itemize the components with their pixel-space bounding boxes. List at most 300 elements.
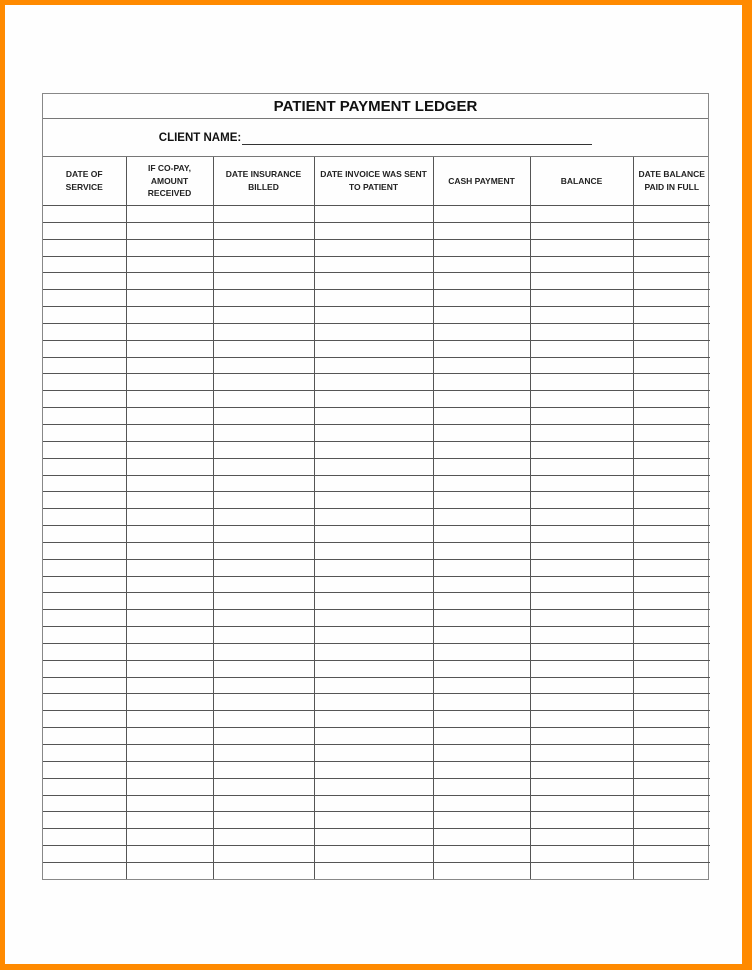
table-cell[interactable] [126, 323, 213, 340]
table-cell[interactable] [43, 340, 126, 357]
table-cell[interactable] [43, 391, 126, 408]
table-cell[interactable] [433, 206, 530, 223]
table-cell[interactable] [633, 256, 710, 273]
table-cell[interactable] [43, 694, 126, 711]
table-cell[interactable] [314, 239, 433, 256]
table-cell[interactable] [530, 761, 633, 778]
table-cell[interactable] [126, 542, 213, 559]
table-cell[interactable] [530, 745, 633, 762]
table-cell[interactable] [314, 829, 433, 846]
table-cell[interactable] [530, 526, 633, 543]
table-cell[interactable] [126, 307, 213, 324]
table-cell[interactable] [126, 559, 213, 576]
table-cell[interactable] [433, 492, 530, 509]
table-cell[interactable] [433, 441, 530, 458]
table-cell[interactable] [530, 206, 633, 223]
table-cell[interactable] [633, 222, 710, 239]
table-cell[interactable] [213, 660, 314, 677]
table-cell[interactable] [633, 829, 710, 846]
table-row [43, 357, 710, 374]
table-cell[interactable] [213, 458, 314, 475]
table-cell[interactable] [126, 812, 213, 829]
table-cell[interactable] [213, 357, 314, 374]
table-cell[interactable] [530, 711, 633, 728]
table-cell[interactable] [433, 475, 530, 492]
table-cell[interactable] [633, 627, 710, 644]
table-cell[interactable] [530, 307, 633, 324]
table-cell[interactable] [433, 846, 530, 863]
table-cell[interactable] [126, 256, 213, 273]
table-cell[interactable] [530, 829, 633, 846]
table-cell[interactable] [633, 643, 710, 660]
table-cell[interactable] [126, 610, 213, 627]
table-cell[interactable] [213, 206, 314, 223]
table-cell[interactable] [126, 761, 213, 778]
table-cell[interactable] [43, 542, 126, 559]
table-cell[interactable] [314, 290, 433, 307]
table-cell[interactable] [433, 273, 530, 290]
table-cell[interactable] [633, 593, 710, 610]
table-cell[interactable] [43, 593, 126, 610]
table-row [43, 424, 710, 441]
table-cell[interactable] [433, 424, 530, 441]
table-cell[interactable] [213, 559, 314, 576]
table-cell[interactable] [633, 273, 710, 290]
table-cell[interactable] [43, 576, 126, 593]
table-cell[interactable] [126, 660, 213, 677]
table-cell[interactable] [314, 458, 433, 475]
table-cell[interactable] [433, 694, 530, 711]
table-cell[interactable] [633, 694, 710, 711]
table-cell[interactable] [43, 307, 126, 324]
table-cell[interactable] [633, 340, 710, 357]
table-cell[interactable] [213, 795, 314, 812]
table-cell[interactable] [314, 206, 433, 223]
table-cell[interactable] [633, 526, 710, 543]
table-row [43, 846, 710, 863]
table-cell[interactable] [126, 593, 213, 610]
table-cell[interactable] [633, 862, 710, 878]
table-cell[interactable] [633, 610, 710, 627]
table-cell[interactable] [43, 526, 126, 543]
table-cell[interactable] [126, 576, 213, 593]
table-cell[interactable] [126, 745, 213, 762]
table-cell[interactable] [213, 391, 314, 408]
table-cell[interactable] [43, 627, 126, 644]
table-cell[interactable] [43, 862, 126, 878]
table-cell[interactable] [43, 290, 126, 307]
table-cell[interactable] [633, 812, 710, 829]
table-cell[interactable] [213, 424, 314, 441]
table-row [43, 256, 710, 273]
table-cell[interactable] [213, 677, 314, 694]
table-cell[interactable] [126, 677, 213, 694]
table-cell[interactable] [43, 728, 126, 745]
table-cell[interactable] [213, 492, 314, 509]
table-cell[interactable] [530, 795, 633, 812]
table-cell[interactable] [314, 340, 433, 357]
table-cell[interactable] [126, 408, 213, 425]
table-cell[interactable] [126, 643, 213, 660]
table-cell[interactable] [633, 458, 710, 475]
table-cell[interactable] [633, 795, 710, 812]
table-cell[interactable] [530, 542, 633, 559]
table-cell[interactable] [213, 761, 314, 778]
table-cell[interactable] [530, 862, 633, 878]
table-cell[interactable] [530, 273, 633, 290]
table-cell[interactable] [213, 862, 314, 878]
table-cell[interactable] [433, 711, 530, 728]
table-cell[interactable] [433, 408, 530, 425]
table-cell[interactable] [213, 778, 314, 795]
table-cell[interactable] [433, 357, 530, 374]
table-cell[interactable] [633, 745, 710, 762]
table-cell[interactable] [633, 357, 710, 374]
table-cell[interactable] [433, 745, 530, 762]
table-cell[interactable] [314, 441, 433, 458]
table-cell[interactable] [43, 239, 126, 256]
table-cell[interactable] [126, 357, 213, 374]
table-cell[interactable] [43, 408, 126, 425]
table-cell[interactable] [43, 846, 126, 863]
table-cell[interactable] [433, 256, 530, 273]
ledger-rows [43, 206, 710, 879]
table-cell[interactable] [530, 408, 633, 425]
table-cell[interactable] [213, 829, 314, 846]
table-cell[interactable] [126, 526, 213, 543]
table-cell[interactable] [530, 256, 633, 273]
table-cell[interactable] [530, 660, 633, 677]
table-cell[interactable] [314, 542, 433, 559]
table-cell[interactable] [126, 206, 213, 223]
table-cell[interactable] [43, 829, 126, 846]
table-cell[interactable] [213, 593, 314, 610]
table-cell[interactable] [433, 728, 530, 745]
table-cell[interactable] [314, 509, 433, 526]
table-cell[interactable] [126, 694, 213, 711]
table-cell[interactable] [213, 610, 314, 627]
table-cell[interactable] [633, 290, 710, 307]
table-cell[interactable] [314, 374, 433, 391]
table-cell[interactable] [530, 458, 633, 475]
table-cell[interactable] [633, 846, 710, 863]
table-cell[interactable] [314, 475, 433, 492]
table-cell[interactable] [126, 627, 213, 644]
table-cell[interactable] [433, 458, 530, 475]
client-name-field[interactable] [242, 130, 592, 145]
table-cell[interactable] [43, 812, 126, 829]
table-cell[interactable] [43, 711, 126, 728]
table-cell[interactable] [633, 475, 710, 492]
table-cell[interactable] [530, 340, 633, 357]
table-row [43, 273, 710, 290]
table-cell[interactable] [126, 441, 213, 458]
table-cell[interactable] [43, 424, 126, 441]
table-cell[interactable] [633, 408, 710, 425]
table-cell[interactable] [126, 509, 213, 526]
table-cell[interactable] [213, 408, 314, 425]
table-cell[interactable] [314, 677, 433, 694]
table-cell[interactable] [126, 222, 213, 239]
table-cell[interactable] [213, 627, 314, 644]
table-row [43, 711, 710, 728]
table-cell[interactable] [213, 812, 314, 829]
table-cell[interactable] [530, 424, 633, 441]
table-cell[interactable] [633, 778, 710, 795]
table-cell[interactable] [530, 627, 633, 644]
table-cell[interactable] [530, 559, 633, 576]
table-cell[interactable] [530, 492, 633, 509]
table-cell[interactable] [213, 374, 314, 391]
table-cell[interactable] [314, 660, 433, 677]
table-cell[interactable] [314, 526, 433, 543]
table-cell[interactable] [314, 795, 433, 812]
table-row [43, 307, 710, 324]
table-cell[interactable] [43, 357, 126, 374]
table-cell[interactable] [530, 374, 633, 391]
table-cell[interactable] [314, 593, 433, 610]
table-cell[interactable] [314, 745, 433, 762]
table-cell[interactable] [43, 374, 126, 391]
table-cell[interactable] [43, 660, 126, 677]
table-cell[interactable] [126, 475, 213, 492]
table-cell[interactable] [633, 761, 710, 778]
table-cell[interactable] [530, 323, 633, 340]
table-cell[interactable] [314, 728, 433, 745]
table-cell[interactable] [43, 610, 126, 627]
table-cell[interactable] [633, 728, 710, 745]
table-cell[interactable] [314, 492, 433, 509]
table-cell[interactable] [213, 542, 314, 559]
table-cell[interactable] [433, 795, 530, 812]
table-cell[interactable] [213, 509, 314, 526]
table-cell[interactable] [433, 862, 530, 878]
table-cell[interactable] [43, 778, 126, 795]
table-row [43, 862, 710, 878]
table-cell[interactable] [314, 778, 433, 795]
table-cell[interactable] [530, 643, 633, 660]
table-cell[interactable] [433, 290, 530, 307]
table-cell[interactable] [213, 846, 314, 863]
table-cell[interactable] [43, 441, 126, 458]
table-cell[interactable] [314, 610, 433, 627]
table-row [43, 458, 710, 475]
table-cell[interactable] [314, 559, 433, 576]
table-cell[interactable] [43, 492, 126, 509]
table-cell[interactable] [126, 340, 213, 357]
table-cell[interactable] [213, 273, 314, 290]
table-cell[interactable] [433, 391, 530, 408]
table-cell[interactable] [433, 239, 530, 256]
header-row [43, 157, 710, 206]
table-cell[interactable] [433, 526, 530, 543]
table-cell[interactable] [213, 256, 314, 273]
table-cell[interactable] [213, 475, 314, 492]
table-cell[interactable] [530, 610, 633, 627]
table-cell[interactable] [126, 862, 213, 878]
table-cell[interactable] [314, 323, 433, 340]
table-cell[interactable] [314, 694, 433, 711]
table-cell[interactable] [433, 643, 530, 660]
table-cell[interactable] [213, 728, 314, 745]
table-cell[interactable] [126, 728, 213, 745]
table-cell[interactable] [633, 542, 710, 559]
table-row [43, 660, 710, 677]
table-cell[interactable] [433, 761, 530, 778]
table-cell[interactable] [126, 273, 213, 290]
table-cell[interactable] [433, 576, 530, 593]
table-cell[interactable] [530, 576, 633, 593]
table-cell[interactable] [43, 273, 126, 290]
table-cell[interactable] [126, 391, 213, 408]
table-cell[interactable] [43, 677, 126, 694]
table-cell[interactable] [43, 206, 126, 223]
table-cell[interactable] [126, 424, 213, 441]
table-cell[interactable] [633, 509, 710, 526]
table-cell[interactable] [43, 745, 126, 762]
table-cell[interactable] [314, 711, 433, 728]
table-cell[interactable] [213, 694, 314, 711]
table-cell[interactable] [314, 391, 433, 408]
table-cell[interactable] [126, 492, 213, 509]
table-cell[interactable] [530, 846, 633, 863]
table-cell[interactable] [314, 862, 433, 878]
table-cell[interactable] [633, 239, 710, 256]
table-cell[interactable] [314, 627, 433, 644]
table-cell[interactable] [126, 846, 213, 863]
table-cell[interactable] [314, 307, 433, 324]
table-cell[interactable] [213, 526, 314, 543]
table-cell[interactable] [213, 576, 314, 593]
table-cell[interactable] [213, 222, 314, 239]
table-cell[interactable] [43, 475, 126, 492]
table-cell[interactable] [213, 745, 314, 762]
table-cell[interactable] [433, 660, 530, 677]
table-cell[interactable] [314, 357, 433, 374]
table-cell[interactable] [43, 458, 126, 475]
table-cell[interactable] [314, 812, 433, 829]
table-cell[interactable] [43, 256, 126, 273]
table-cell[interactable] [433, 593, 530, 610]
table-cell[interactable] [433, 829, 530, 846]
table-cell[interactable] [633, 660, 710, 677]
table-cell[interactable] [126, 239, 213, 256]
table-cell[interactable] [43, 323, 126, 340]
table-cell[interactable] [126, 290, 213, 307]
table-cell[interactable] [43, 795, 126, 812]
table-cell[interactable] [433, 542, 530, 559]
table-row [43, 593, 710, 610]
table-cell[interactable] [433, 677, 530, 694]
table-cell[interactable] [126, 374, 213, 391]
table-cell[interactable] [633, 323, 710, 340]
table-cell[interactable] [43, 643, 126, 660]
table-cell[interactable] [433, 222, 530, 239]
table-cell[interactable] [213, 643, 314, 660]
table-cell[interactable] [433, 559, 530, 576]
table-cell[interactable] [633, 391, 710, 408]
table-cell[interactable] [633, 492, 710, 509]
table-cell[interactable] [433, 812, 530, 829]
table-cell[interactable] [530, 239, 633, 256]
table-cell[interactable] [213, 323, 314, 340]
table-cell[interactable] [530, 728, 633, 745]
table-cell[interactable] [126, 711, 213, 728]
table-cell[interactable] [213, 441, 314, 458]
table-cell[interactable] [314, 576, 433, 593]
table-cell[interactable] [433, 374, 530, 391]
table-cell[interactable] [530, 357, 633, 374]
table-cell[interactable] [530, 812, 633, 829]
table-cell[interactable] [314, 643, 433, 660]
table-cell[interactable] [314, 761, 433, 778]
table-cell[interactable] [433, 307, 530, 324]
table-cell[interactable] [433, 778, 530, 795]
table-cell[interactable] [213, 307, 314, 324]
table-cell[interactable] [433, 340, 530, 357]
table-cell[interactable] [314, 408, 433, 425]
table-cell[interactable] [213, 711, 314, 728]
table-cell[interactable] [126, 795, 213, 812]
table-cell[interactable] [126, 778, 213, 795]
table-cell[interactable] [314, 256, 433, 273]
table-cell[interactable] [530, 509, 633, 526]
table-cell[interactable] [530, 290, 633, 307]
table-cell[interactable] [433, 323, 530, 340]
table-cell[interactable] [433, 610, 530, 627]
table-cell[interactable] [633, 374, 710, 391]
table-cell[interactable] [213, 290, 314, 307]
table-row [43, 408, 710, 425]
table-cell[interactable] [633, 711, 710, 728]
table-cell[interactable] [530, 593, 633, 610]
table-cell[interactable] [126, 458, 213, 475]
table-cell[interactable] [530, 391, 633, 408]
table-cell[interactable] [314, 273, 433, 290]
table-cell[interactable] [43, 559, 126, 576]
table-cell[interactable] [530, 677, 633, 694]
ledger-table [43, 157, 710, 879]
table-cell[interactable] [314, 846, 433, 863]
table-cell[interactable] [213, 239, 314, 256]
table-row [43, 778, 710, 795]
table-cell[interactable] [633, 206, 710, 223]
table-cell[interactable] [43, 761, 126, 778]
table-cell[interactable] [530, 694, 633, 711]
table-cell[interactable] [43, 222, 126, 239]
table-cell[interactable] [213, 340, 314, 357]
table-cell[interactable] [314, 222, 433, 239]
table-cell[interactable] [530, 441, 633, 458]
table-cell[interactable] [633, 441, 710, 458]
table-cell[interactable] [433, 509, 530, 526]
table-cell[interactable] [633, 677, 710, 694]
table-cell[interactable] [633, 424, 710, 441]
table-cell[interactable] [126, 829, 213, 846]
table-row [43, 677, 710, 694]
table-cell[interactable] [530, 222, 633, 239]
table-cell[interactable] [530, 475, 633, 492]
table-cell[interactable] [633, 307, 710, 324]
table-cell[interactable] [433, 627, 530, 644]
table-cell[interactable] [43, 509, 126, 526]
client-name-row [43, 119, 708, 157]
table-cell[interactable] [633, 576, 710, 593]
table-cell[interactable] [530, 778, 633, 795]
table-row [43, 812, 710, 829]
table-cell[interactable] [633, 559, 710, 576]
table-cell[interactable] [314, 424, 433, 441]
